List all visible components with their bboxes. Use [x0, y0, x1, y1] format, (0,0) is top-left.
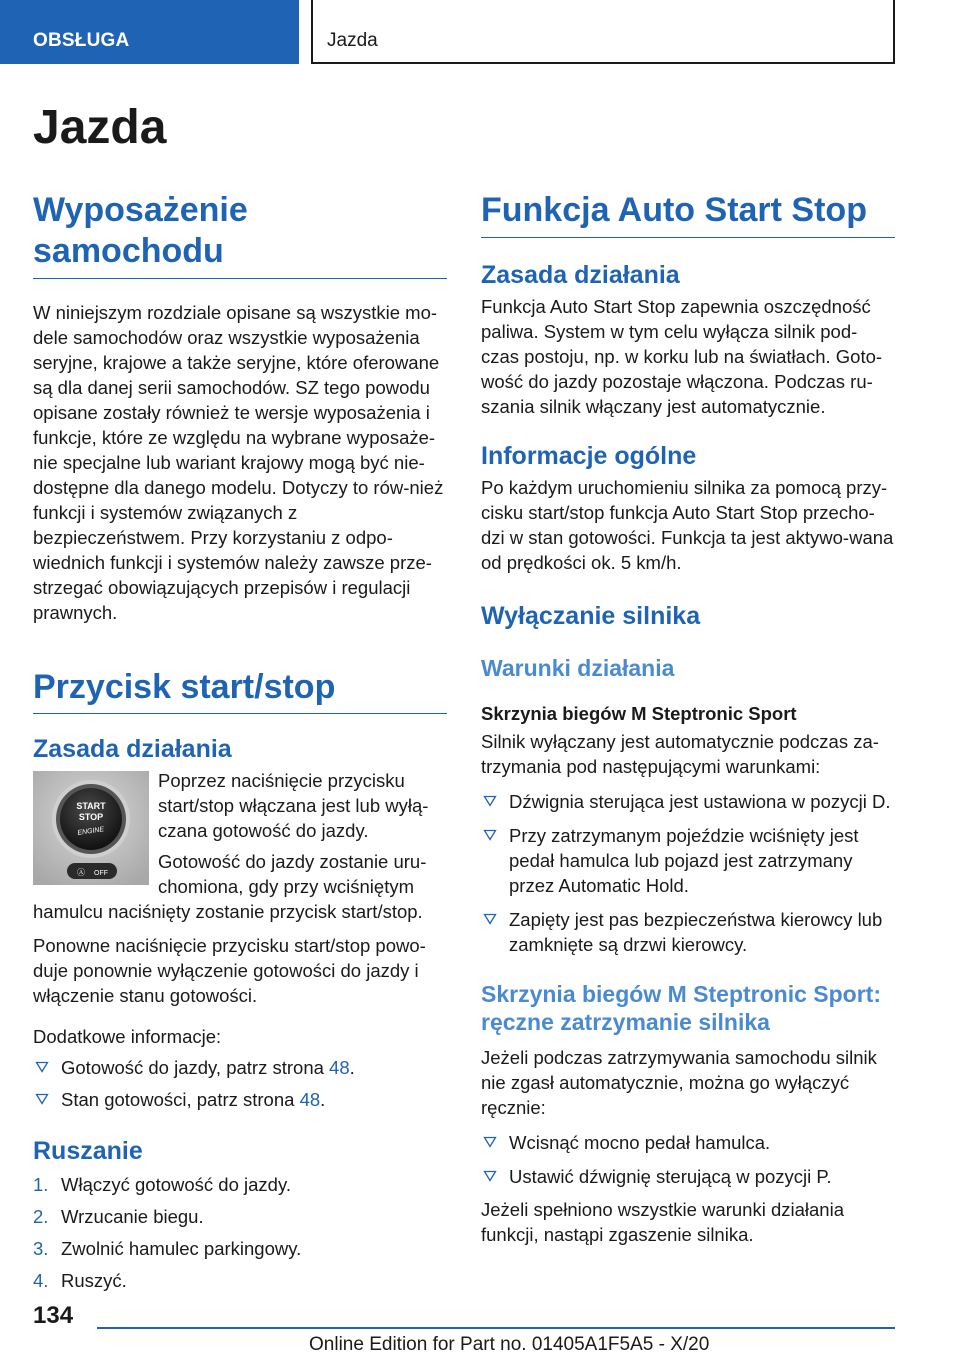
subheading-engine-off: Wyłączanie silnika	[481, 601, 701, 630]
gearbox-label: Skrzynia biegów M Steptronic Sport	[481, 703, 797, 725]
manual-steps-list	[481, 1130, 895, 1189]
triangle-bullet-icon	[35, 1093, 49, 1105]
general-info-paragraph: Po każdym uruchomieniu silnika za pomocą przy-cisku start/stop funkcja Auto Start Stop przecho-dzi w stan gotowości. Funkcja ta jest aktywo-wana od prędkości ok. 5 km/h.	[481, 476, 894, 573]
subheading-principle: Zasada działania	[481, 260, 680, 289]
right-column	[481, 190, 895, 1247]
manual-outro: Jeżeli spełniono wszystkie warunki działania funkcji, nastąpi zgaszenie silnika.	[481, 1198, 844, 1245]
auto-start-stop-icon: Ⓐ	[77, 868, 85, 878]
start-label: START	[76, 801, 106, 812]
off-label: OFF	[94, 870, 108, 878]
page-link[interactable]: 48	[299, 1089, 321, 1111]
manual-intro: Jeżeli podczas zatrzymywania samochodu silnik nie zgasł automatycznie, można go wyłączyć ręcznie:	[481, 1046, 877, 1118]
cross-reference-text: Gotowość do jazdy, patrz strona	[61, 1057, 330, 1079]
condition-text: Przy zatrzymanym pojeździe wciśnięty jest pedał hamulca lub pojazd jest zatrzymany przez Automatic Hold.	[509, 825, 859, 897]
additional-info-label: Dodatkowe informacje:	[33, 1026, 222, 1048]
list-item	[481, 907, 895, 957]
manual-step-text: Ustawić dźwignię sterującą w pozycji P.	[509, 1165, 832, 1187]
cross-reference-end: .	[349, 1057, 355, 1079]
list-item	[33, 1268, 447, 1293]
page-title: Jazda	[33, 101, 167, 154]
list-item	[33, 1204, 447, 1229]
footer-divider	[97, 1327, 895, 1329]
conditions-list	[481, 789, 895, 957]
triangle-bullet-icon	[483, 913, 497, 925]
section-tab[interactable]	[0, 0, 299, 64]
chapter-tab-label: Jazda	[327, 30, 378, 51]
section-tab-label: OBSŁUGA	[33, 30, 130, 51]
button-paragraph-2: Gotowość do jazdy zostanie uru-chomiona, gdy przy wciśniętym hamulcu naciśnięty zostanie przycisk start/stop.	[33, 851, 427, 923]
conditions-intro: Silnik wyłączany jest automatycznie podczas za-trzymania pod następującymi warunkami:	[481, 731, 879, 778]
step-text: Wrzucanie biegu.	[61, 1206, 204, 1228]
list-item	[33, 1236, 447, 1261]
starting-steps-list	[33, 1172, 447, 1293]
page-link[interactable]: 48	[329, 1057, 350, 1079]
button-section	[33, 768, 447, 924]
list-item	[481, 823, 895, 898]
manual-step-text: Wcisnąć mocno pedał hamulca.	[509, 1131, 771, 1153]
triangle-bullet-icon	[483, 829, 497, 841]
chapter-tab[interactable]	[311, 0, 895, 64]
button-paragraph-1: Poprzez naciśnięcie przycisku start/stop włączana jest lub wyłą-czana gotowość do jazdy.	[158, 770, 429, 842]
step-text: Ruszyć.	[61, 1270, 127, 1292]
subheading-general-info: Informacje ogólne	[481, 441, 697, 470]
list-item	[481, 789, 895, 814]
step-number: 3.	[33, 1238, 49, 1260]
step-number: 1.	[33, 1174, 49, 1196]
subheading-principle-button: Zasada działania	[33, 735, 232, 764]
condition-text: Zapięty jest pas bezpieczeństwa kierowcy lub zamknięte są drzwi kierowcy.	[509, 909, 883, 956]
step-number: 2.	[33, 1206, 49, 1228]
page-number: 134	[33, 1302, 74, 1329]
subheading-manual-stop: Skrzynia biegów M Steptronic Sport: ręczne zatrzymanie silnika	[481, 981, 881, 1036]
triangle-bullet-icon	[483, 795, 497, 807]
subheading-conditions: Warunki działania	[481, 654, 675, 681]
cross-reference-item	[33, 1087, 447, 1112]
stop-label: STOP	[78, 812, 104, 823]
condition-text: Dźwignia sterująca jest ustawiona w pozycji D.	[509, 791, 891, 813]
left-column	[33, 190, 447, 1300]
triangle-bullet-icon	[35, 1061, 49, 1073]
heading-equipment: Wyposażenie samochodu	[33, 190, 447, 279]
step-number: 4.	[33, 1270, 49, 1292]
principle-paragraph: Funkcja Auto Start Stop zapewnia oszczędność paliwa. System w tym celu wyłącza silnik pod-czas postoju, np. w korku lub na światłach. Goto-wość do jazdy pozostaje włączona. Podczas ru-szania silnik włączany jest automatycznie.	[481, 295, 883, 417]
cross-reference-end: .	[320, 1089, 326, 1111]
equipment-paragraph: W niniejszym rozdziale opisane są wszystkie mo-dele samochodów oraz wszystkie wyposażenia seryjne, krajowe a także seryjne, które oferowane są dla danej serii samochodów. SZ tego powodu opisane zostały również te wersje wyposażenia i funkcje, które ze względu na wybrane wyposaże-nie specjalne lub wariant krajowy mogą być nie-dostępne dla danego modelu. Dotyczy to rów-nież funkcji i systemów związanych z bezpieczeństwem. Przy korzystaniu z odpo-wiednich funkcji i systemów należy zawsze prze-strzegać obowiązujących przepisów i regulacji prawnych.	[33, 301, 444, 623]
heading-start-stop-button: Przycisk start/stop	[33, 667, 447, 715]
edition-text: Online Edition for Part no. 01405A1F5A5 - X/20	[309, 1334, 710, 1355]
list-item	[33, 1172, 447, 1197]
button-paragraph-3: Ponowne naciśnięcie przycisku start/stop powo-duje ponownie wyłączenie gotowości do jazdy i włączenie stanu gotowości.	[33, 935, 426, 1007]
cross-reference-list	[33, 1055, 447, 1112]
start-stop-button-image	[33, 771, 149, 885]
cross-reference-item	[33, 1055, 447, 1080]
heading-auto-start-stop: Funkcja Auto Start Stop	[481, 190, 895, 238]
step-text: Włączyć gotowość do jazdy.	[61, 1174, 291, 1196]
list-item	[481, 1130, 895, 1155]
step-text: Zwolnić hamulec parkingowy.	[61, 1238, 302, 1260]
list-item	[481, 1164, 895, 1189]
heading-starting-off: Ruszanie	[33, 1137, 143, 1166]
cross-reference-text: Stan gotowości, patrz strona	[61, 1089, 300, 1111]
triangle-bullet-icon	[483, 1170, 497, 1182]
triangle-bullet-icon	[483, 1136, 497, 1148]
engine-label: ENGINE	[77, 826, 105, 838]
